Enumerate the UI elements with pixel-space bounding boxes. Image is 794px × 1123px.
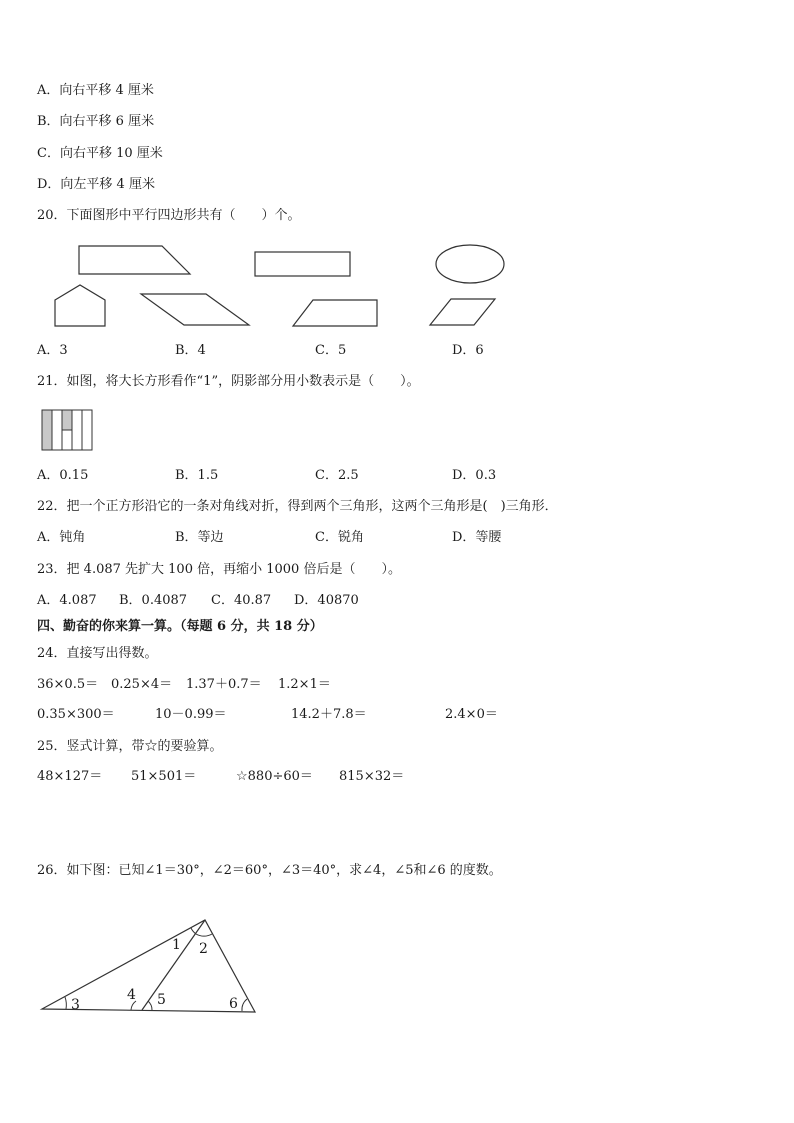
q21-option-d[interactable]: D．0.3	[452, 468, 497, 483]
q22-option-c[interactable]: C．锐角	[315, 530, 364, 545]
q23-option-a[interactable]: A．4.087	[37, 593, 97, 608]
q25-item[interactable]: 51×501＝	[131, 769, 197, 784]
q22-option-b[interactable]: B．等边	[175, 530, 224, 545]
q20-option-a[interactable]: A．3	[37, 343, 68, 358]
q23-stem: 23．把 4.087 先扩大 100 倍，再缩小 1000 倍后是（ ）。	[37, 562, 401, 577]
q20-option-b[interactable]: B．4	[175, 343, 206, 358]
q24-item[interactable]: 14.2＋7.8＝	[291, 707, 367, 722]
section-4-title: 四、勤奋的你来算一算。（每题 6 分，共 18 分）	[37, 619, 323, 634]
q24-item[interactable]: 10－0.99＝	[155, 707, 227, 722]
angle-label-3: 3	[71, 997, 80, 1013]
q24-stem: 24．直接写出得数。	[37, 646, 158, 661]
angle-label-6: 6	[229, 996, 238, 1012]
q19-option-b[interactable]: B．向右平移 6 厘米	[37, 114, 155, 129]
q22-option-d[interactable]: D．等腰	[452, 530, 502, 545]
q24-item[interactable]: 36×0.5＝	[37, 677, 99, 692]
q21-stem: 21．如图，将大长方形看作“1”，阴影部分用小数表示是（ ）。	[37, 374, 420, 389]
q25-item[interactable]: ☆880÷60＝	[236, 769, 313, 784]
q21-option-b[interactable]: B．1.5	[175, 468, 219, 483]
q21-option-a[interactable]: A．0.15	[37, 468, 89, 483]
q20-option-c[interactable]: C．5	[315, 343, 347, 358]
angle-label-4: 4	[127, 987, 136, 1003]
angle-label-1: 1	[172, 937, 181, 953]
q24-item[interactable]: 1.37＋0.7＝	[186, 677, 262, 692]
q23-option-d[interactable]: D．40870	[294, 593, 359, 608]
q24-item[interactable]: 0.35×300＝	[37, 707, 115, 722]
q19-option-c[interactable]: C．向右平移 10 厘米	[37, 146, 163, 161]
q20-stem: 20．下面图形中平行四边形共有（ ）个。	[37, 208, 301, 223]
q25-stem: 25．竖式计算，带☆的要验算。	[37, 739, 223, 754]
q24-item[interactable]: 1.2×1＝	[278, 677, 331, 692]
q25-item[interactable]: 48×127＝	[37, 769, 103, 784]
q21-option-c[interactable]: C．2.5	[315, 468, 359, 483]
q24-item[interactable]: 0.25×4＝	[111, 677, 173, 692]
q20-option-d[interactable]: D．6	[452, 343, 484, 358]
q23-option-c[interactable]: C．40.87	[211, 593, 272, 608]
q25-item[interactable]: 815×32＝	[339, 769, 405, 784]
q22-option-a[interactable]: A．钝角	[37, 530, 86, 545]
q26-stem: 26．如下图：已知∠1＝30°，∠2＝60°，∠3＝40°，求∠4，∠5和∠6 的度数。	[37, 863, 502, 878]
q23-option-b[interactable]: B．0.4087	[119, 593, 188, 608]
angle-label-5: 5	[157, 992, 166, 1008]
q22-stem: 22．把一个正方形沿它的一条对角线对折，得到两个三角形，这两个三角形是( )三角形．	[37, 499, 558, 514]
q19-option-d[interactable]: D．向左平移 4 厘米	[37, 177, 155, 192]
q19-option-a[interactable]: A．向右平移 4 厘米	[37, 83, 154, 98]
angle-label-2: 2	[199, 941, 208, 957]
q24-item[interactable]: 2.4×0＝	[445, 707, 498, 722]
